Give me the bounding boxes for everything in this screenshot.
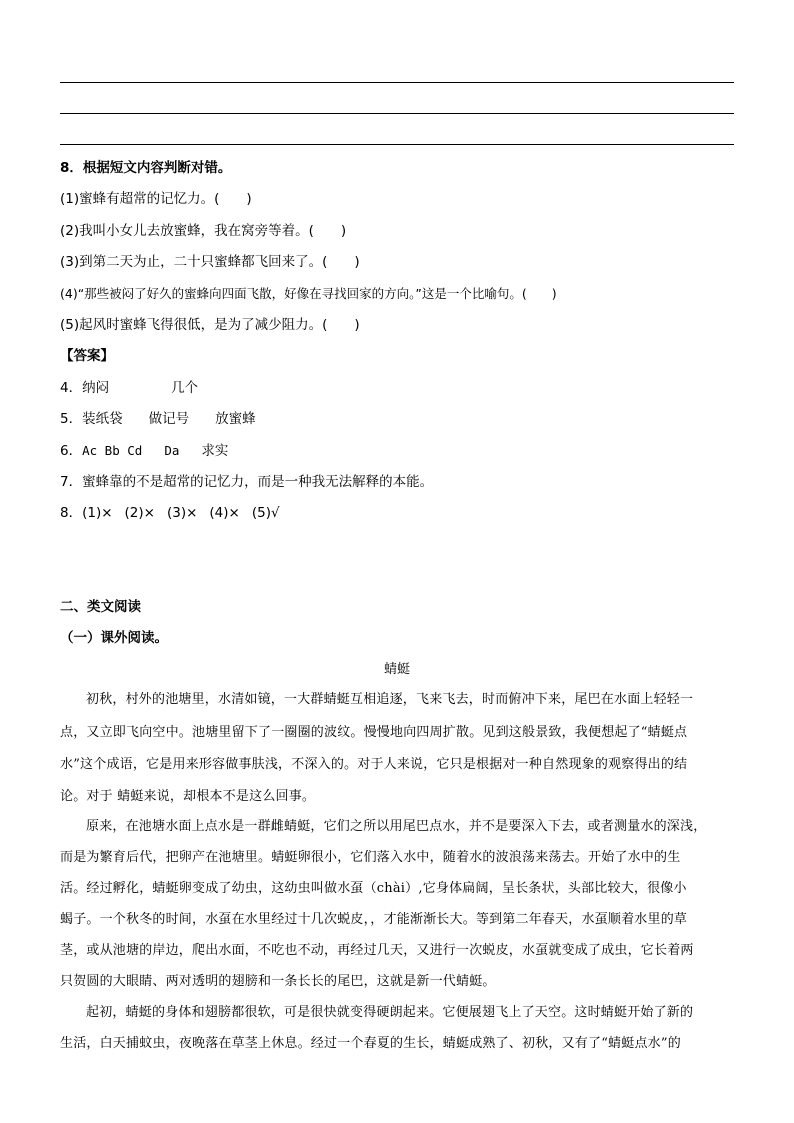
answer-8-part-3: (3)×	[166, 505, 198, 521]
answer-7: 7．蜜蜂靠的不是超常的记忆力，而是一种我无法解释的本能。	[60, 474, 434, 490]
question-8-title: 8．根据短文内容判断对错。	[60, 160, 232, 176]
answer-6-part-3: 求实	[201, 443, 229, 459]
question-8-item-2: (2)我叫小女儿去放蜜蜂，我在窝旁等着。( )	[60, 223, 347, 239]
answer-4-part-1: 纳闷	[82, 380, 110, 396]
answer-8-part-4: (4)×	[209, 505, 240, 521]
answer-line	[60, 144, 734, 145]
answer-8-part-2: (2)×	[124, 505, 155, 521]
section-subheading: （一）课外阅读。	[60, 630, 168, 646]
passage-line: 茎，或从池塘的岸边，爬出水面，不吃也不动，再经过几天，又进行一次蜕皮，水虿就变成了成虫，它长着两	[60, 943, 694, 958]
answer-label: 【答案】	[60, 348, 114, 364]
answer-4-number: 4．	[60, 380, 83, 396]
answer-4	[60, 378, 198, 398]
answer-line	[60, 113, 734, 114]
answer-line	[60, 82, 734, 83]
passage-line: 原来，在池塘水面上点水是一群雌蜻蜓，它们之所以用尾巴点水，并不是要深入下去，或者测量水的深浅，	[86, 819, 707, 834]
passage-line: 蝎子。一个秋冬的时间，水虿在水里经过十几次蜕皮，，才能渐渐长大。等到第二年春天，水虿顺着水里的草	[60, 912, 688, 927]
passage-line: 生活，白天捕蚊虫，夜晚落在草茎上休息。经过一个春夏的生长，蜻蜓成熟了、初秋，又有了“蜻蜓点水”的	[60, 1036, 681, 1051]
answer-6-part-1: Ac Bb Cd	[82, 443, 143, 458]
question-8-item-1: (1)蜜蜂有超常的记忆力。( )	[60, 191, 252, 207]
passage-line: 初秋，村外的池塘里，水清如镜，一大群蜻蜓互相追逐，飞来飞去，时而俯冲下来，尾巴在水面上轻轻一	[86, 692, 694, 707]
section-heading: 二、类文阅读	[60, 599, 141, 615]
passage-line: 论。对于 蜻蜓来说，却根本不是这么回事。	[60, 789, 316, 804]
passage-line: 而是为繁育后代，把卵产在池塘里。蜻蜓卵很小，它们落入水中，随着水的波浪荡来荡去。开始了水中的生	[60, 850, 681, 865]
answer-5-number: 5．	[60, 411, 83, 427]
question-8-item-4: (4)“那些被闷了好久的蜜蜂向四面飞散，好像在寻找回家的方向。”这是一个比喻句。( )	[60, 286, 557, 301]
answer-8	[60, 503, 280, 523]
answer-4-part-2: 几个	[171, 380, 199, 396]
answer-6-number: 6．	[60, 443, 83, 459]
passage-line: 只贺圆的大眼睛、两对透明的翅膀和一条长长的尾巴，这就是新一代蜻蜓。	[60, 974, 496, 989]
passage-line: 起初，蜻蜓的身体和翅膀都很软，可是很快就变得硬朗起来。它便展翅飞上了天空。这时蜻蜓开始了新的	[86, 1005, 694, 1020]
passage-line: 点，又立即飞向空中。池塘里留下了一圈圈的波纹。慢慢地向四周扩散。见到这般景致，我便想起了“蜻蜓点	[60, 725, 688, 740]
passage-line: 水”这个成语，它是用来形容做事肤浅，不深入的。对于人来说，它只是根据对一种自然现象的观察得出的结	[60, 757, 688, 772]
question-8-item-5: (5)起风时蜜蜂飞得很低，是为了减少阻力。( )	[60, 317, 360, 333]
answer-8-part-5: (5)√	[251, 505, 280, 521]
answer-5-part-1: 装纸袋	[82, 411, 123, 427]
answer-8-part-1: (1)×	[82, 505, 113, 521]
answer-5-part-3: 放蜜蜂	[215, 411, 256, 427]
passage-line: 活。经过孵化，蜻蜓卵变成了幼虫，这幼虫叫做水虿（chài）,它身体扁阔，呈长条状，头部比较大，很像小	[60, 881, 687, 896]
passage-title: 蜻蜓	[383, 662, 410, 677]
answer-6-part-2: Da	[164, 443, 180, 458]
question-8-item-3: (3)到第二天为止，二十只蜜蜂都飞回来了。( )	[60, 254, 360, 270]
answer-5	[60, 409, 256, 429]
answer-8-number: 8．	[60, 505, 83, 521]
answer-5-part-2: 做记号	[148, 411, 190, 427]
answer-6	[60, 441, 228, 461]
